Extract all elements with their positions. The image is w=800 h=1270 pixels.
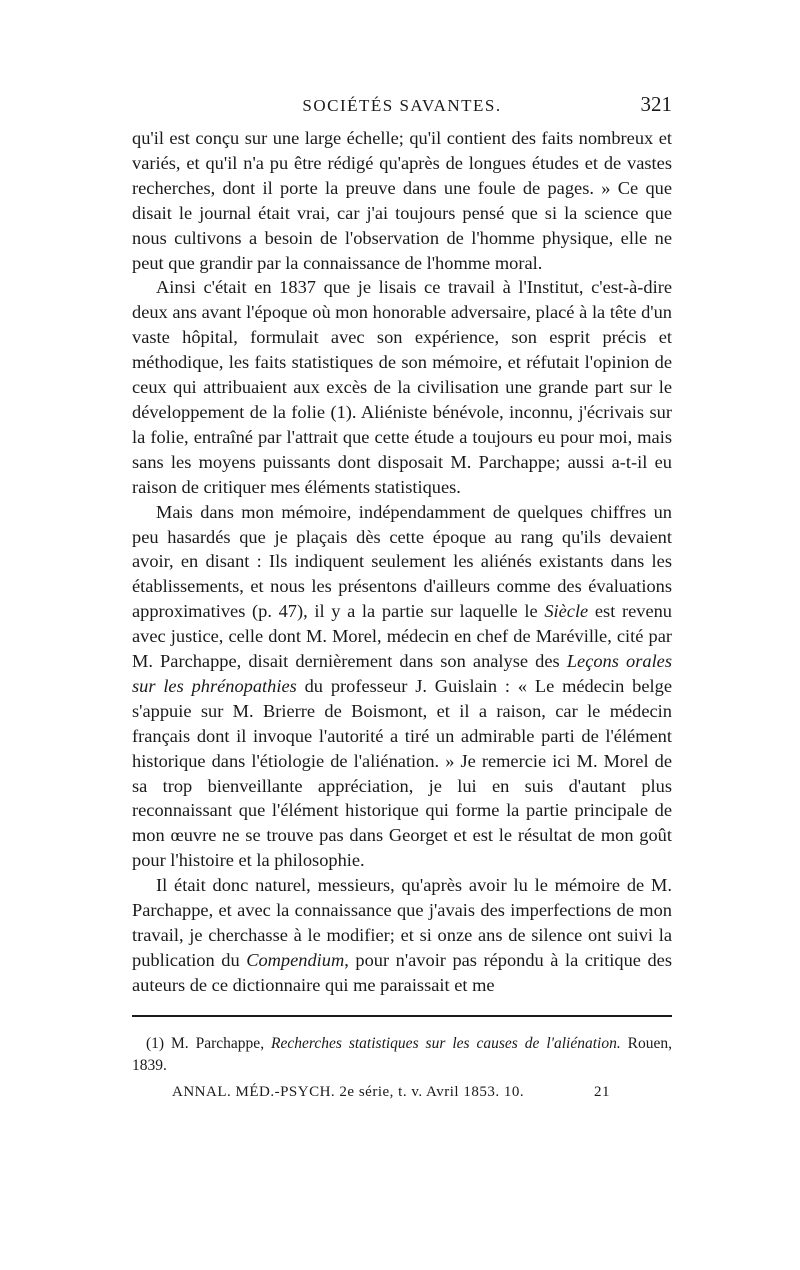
paragraph xyxy=(132,873,672,998)
text-run: Il était donc naturel, messieurs, qu'après avoir lu le mémoire de M. Parchappe, et avec la connaissance que j'avais des imperfections de mon travail, je cherchasse à le modifier; et si onze ans de silence ont suivi la publication du xyxy=(132,875,672,970)
page-number: 321 xyxy=(640,92,672,116)
italic-text: Compendium xyxy=(246,949,345,970)
page-header xyxy=(132,92,672,120)
footnote xyxy=(132,1033,672,1077)
footnote-rule xyxy=(132,1015,672,1017)
text-run: Ainsi c'était en 1837 que je lisais ce travail à l'Institut, c'est-à-dire deux ans avant l'époque où mon honorable adversaire, placé à la tête d'un vaste hôpital, formulait avec son expérience, son esprit précis et méthodique, les faits statistiques de son mémoire, et réfutait l'opinion de ceux qui attribuaient aux excès de la civilisation une grande part sur le développement de la folie (1). Aliéniste bénévole, inconnu, j'écrivais sur la folie, entraîné par l'attrait que cette étude a toujours eu pour moi, mais sans les moyens puissants dont disposait M. Parchappe; aussi a-t-il eu raison de critiquer mes éléments statistiques. xyxy=(132,277,672,497)
text-run: , pour n'avoir pas répondu à la critique des auteurs de ce dictionnaire qui me paraissait et me xyxy=(132,949,672,995)
paragraph xyxy=(132,126,672,275)
italic-text: Recherches statistiques sur les causes de l'aliénation. xyxy=(271,1035,621,1052)
text-run: qu'il est conçu sur une large échelle; qu'il contient des faits nombreux et variés, et qu'il n'a pu être rédigé qu'après de longues études et de vastes recherches, dont il porte la preuve dans une foule de pages. » Ce que disait le journal était vrai, car j'ai toujours pensé que si la science que nous cultivons a besoin de l'observation de l'homme physique, elle ne peut que grandir par la connaissance de l'homme moral. xyxy=(132,128,672,273)
italic-text: Siècle xyxy=(544,601,589,622)
paragraph xyxy=(132,275,672,499)
italic-text: Leçons orales sur les phrénopathies xyxy=(132,651,673,696)
text-run: (1) M. Parchappe, xyxy=(146,1035,272,1052)
text-run: du professeur J. Guislain : « Le médecin belge s'appuie sur M. Brierre de Boismont, et il a raison, car le médecin français dont il invoque l'autorité a tiré un admirable parti de l'élément historique dans l'étiologie de l'aliénation. » Je remercie ici M. Morel de sa trop bienveillante appréciation, je lui en suis d'autant plus reconnaissant que l'élément historique qui forme la partie principale de mon œuvre ne se trouve pas dans Georget et est le résultat de mon goût pour l'histoire et la philosophie. xyxy=(132,675,673,871)
text-run: Mais dans mon mémoire, indépendamment de quelques chiffres un peu hasardés que je plaçais dès cette époque au rang qu'ils devaient avoir, en disant : Ils indiquent seulement les aliénés existants dans les établissements, et nous les présentons d'ailleurs comme des évaluations approximatives (p. 47), il y a la partie sur laquelle le xyxy=(132,501,672,622)
text-run: est revenu avec justice, celle dont M. Morel, médecin en chef de Maréville, cité par M. Parchappe, disait dernièrement dans son analyse des xyxy=(132,601,672,672)
printer-signature xyxy=(172,1084,672,1108)
paragraph xyxy=(132,500,672,874)
running-title: SOCIÉTÉS SAVANTES. xyxy=(302,96,502,115)
signature-mark: 21 xyxy=(594,1084,610,1100)
text-run: Rouen, 1839. xyxy=(132,1035,673,1074)
body-text xyxy=(132,126,672,998)
signature-journal: ANNAL. MÉD.-PSYCH. 2e série, t. v. Avril 1853. 10. xyxy=(172,1084,525,1100)
